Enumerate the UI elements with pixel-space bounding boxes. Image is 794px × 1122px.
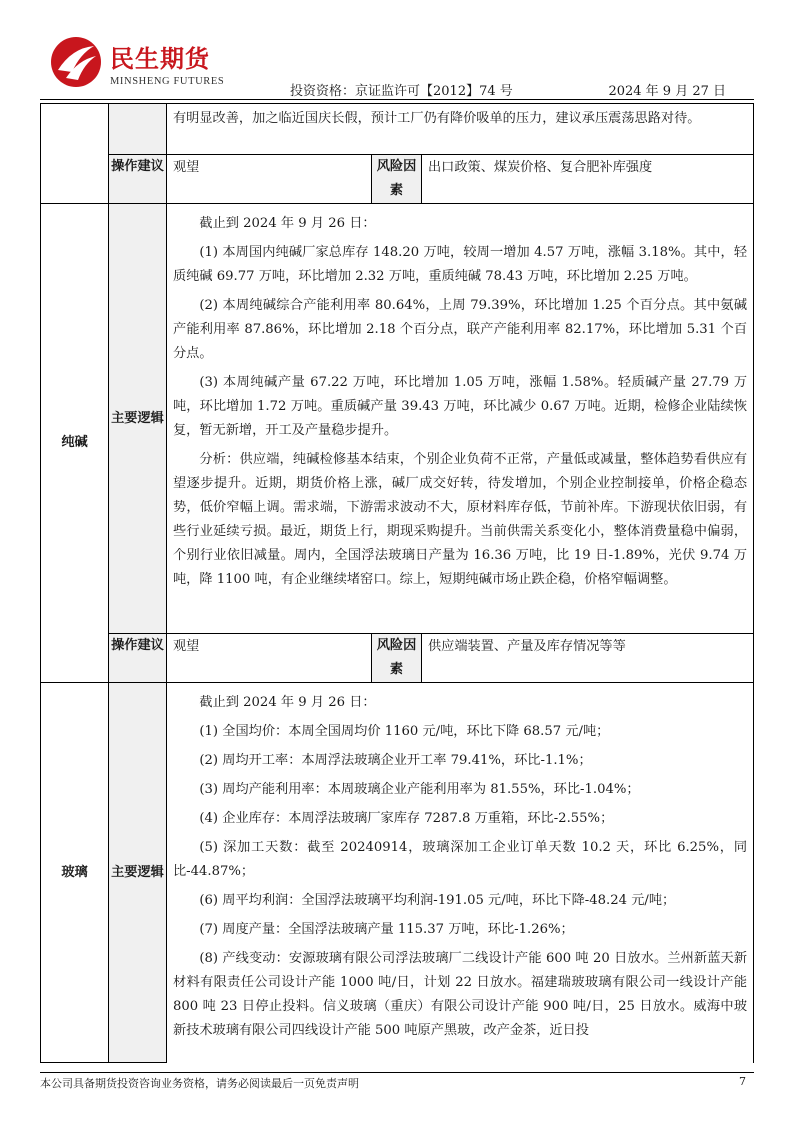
paragraph: (2) 周均开工率：本周浮法玻璃企业开工率 79.41%，环比-1.1%； (199, 753, 592, 768)
category-cell-empty (41, 104, 109, 204)
action-value: 观望 (167, 155, 372, 204)
paragraph: (8) 产线变动：安源玻璃有限公司浮法玻璃厂二线设计产能 600 吨 20 日放水。兰州新蓝天新材料有限责任公司设计产能 1000 吨/日，计划 22 日放水。福建瑞玻玻璃有限公司一线设计产能 800 吨 23 日停止投料。信义玻璃（重庆）有限公司设计产能 900 吨/日，25 日放水。威海中玻新技术玻璃有限公司四线设计产能 500 吨原产黑玻，改产金茶，近日投 (173, 951, 748, 1038)
paragraph: (1) 全国均价：本周全国周均价 1160 元/吨，环比下降 68.57 元/吨； (199, 724, 610, 739)
table-row (41, 104, 754, 155)
license-info: 投资资格：京证监许可【2012】74 号 (290, 84, 513, 99)
paragraph: (1) 本周国内纯碱厂家总库存 148.20 万吨，较周一增加 4.57 万吨，涨幅 3.18%。其中，轻质纯碱 69.77 万吨，环比增加 2.32 万吨，重质纯碱 78.43 万吨，环比增加 2.25 万吨。 (173, 245, 748, 284)
header-divider (40, 99, 754, 100)
table-row (41, 155, 754, 204)
paragraph: (3) 周均产能利用率：本周玻璃企业产能利用率为 81.55%，环比-1.04%； (199, 782, 640, 797)
risk-value: 出口政策、煤炭价格、复合肥补库强度 (422, 155, 754, 204)
continuation-text (167, 104, 754, 155)
footer-disclaimer: 本公司具备期货投资咨询业务资格，请务必阅读最后一页免责声明 (40, 1077, 359, 1090)
risk-label: 风险因素 (372, 634, 422, 683)
report-date: 2024 年 9 月 27 日 (608, 84, 726, 99)
paragraph: (3) 本周纯碱产量 67.22 万吨，环比增加 1.05 万吨，涨幅 1.58%。轻质碱产量 27.79 万吨，环比增加 1.72 万吨。重质碱产量 39.43 万吨，环比减少 0.67 万吨。近期，检修企业陆续恢复，暂无新增，开工及产量稳步提升。 (173, 375, 748, 438)
brand-name-en: MINSHENG FUTURES (110, 76, 225, 87)
paragraph: (4) 企业库存：本周浮法玻璃厂家库存 7287.8 万重箱，环比-2.55%； (199, 811, 614, 826)
table-row (41, 204, 754, 634)
label-cell-empty (109, 104, 167, 155)
paragraph: (7) 周度产量：全国浮法玻璃产量 115.37 万吨，环比-1.26%； (199, 922, 574, 937)
paragraph: 截止到 2024 年 9 月 26 日： (199, 695, 376, 710)
brand-name-cn: 民生期货 (110, 45, 210, 73)
logic-label: 主要逻辑 (109, 204, 167, 634)
paragraph: 分析：供应端，纯碱检修基本结束，个别企业负荷不正常，产量低或减量，整体趋势看供应有望逐步提升。近期，期货价格上涨，碱厂成交好转，待发增加，个别企业控制接单，价格企稳态势，低价窄幅上调。需求端，下游需求波动不大，原材料库存低，节前补库。下游现状依旧弱，有些行业延续亏损。最近，期货上行，期现采购提升。当前供需关系变化小，整体消费量稳中偏弱，个别行业依旧减量。周内，全国浮法玻璃日产量为 16.36 万吨，比 19 日-1.89%，光伏 9.74 万吨，降 1100 吨，有企业继续堵窑口。综上，短期纯碱市场止跌企稳，价格窄幅调整。 (173, 452, 748, 587)
category-soda-ash: 纯碱 (41, 204, 109, 683)
paragraph: 截止到 2024 年 9 月 26 日： (199, 216, 376, 231)
minsheng-logo-icon (50, 36, 102, 88)
table-row (41, 634, 754, 683)
paragraph: (6) 周平均利润：全国浮法玻璃平均利润-191.05 元/吨，环比下降-48.24 元/吨； (199, 893, 676, 908)
paragraph: (5) 深加工天数：截至 20240914，玻璃深加工企业订单天数 10.2 天，环比 6.25%，同比-44.87%； (173, 840, 748, 879)
risk-label: 风险因素 (372, 155, 422, 204)
footer-divider (40, 1072, 754, 1073)
action-label: 操作建议 (109, 155, 167, 204)
strategy-table (40, 103, 754, 1063)
soda-ash-logic (167, 204, 754, 634)
category-glass: 玻璃 (41, 683, 109, 1063)
action-value: 观望 (167, 634, 372, 683)
glass-logic (167, 683, 754, 1063)
continuation-paragraph: 有明显改善，加之临近国庆长假，预计工厂仍有降价吸单的压力，建议承压震荡思路对待。 (173, 111, 701, 126)
action-label: 操作建议 (109, 634, 167, 683)
logic-label: 主要逻辑 (109, 683, 167, 1063)
paragraph: (2) 本周纯碱综合产能利用率 80.64%，上周 79.39%，环比增加 1.25 个百分点。其中氨碱产能利用率 87.86%，环比增加 2.18 个百分点，联产产能利用率 82.17%，环比增加 5.31 个百分点。 (173, 298, 748, 361)
page-number: 7 (739, 1075, 746, 1088)
risk-value: 供应端装置、产量及库存情况等等 (422, 634, 754, 683)
table-row (41, 683, 754, 1063)
